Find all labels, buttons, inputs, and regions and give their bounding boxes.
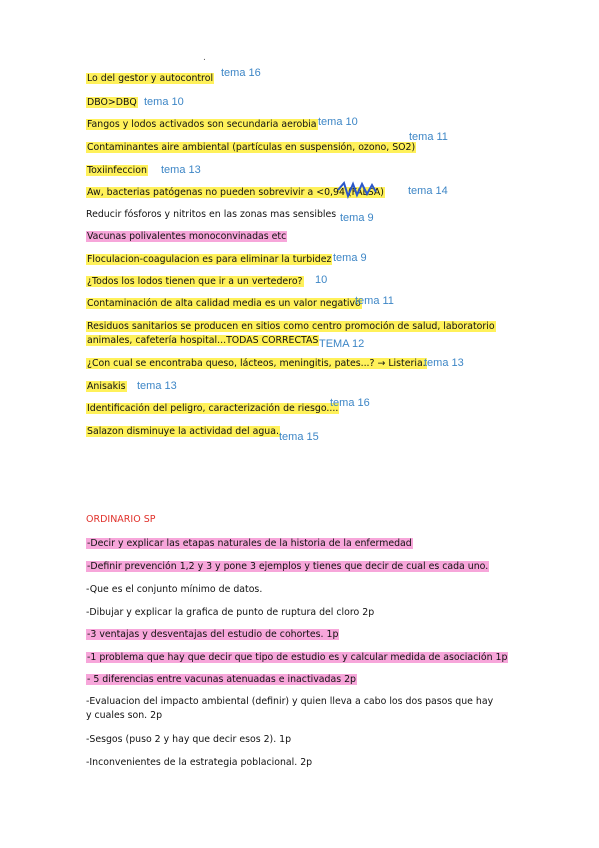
note-line: Reducir fósforos y nitritos en las zonas mas sensibles bbox=[86, 209, 337, 220]
note-line: Contaminación de alta calidad media es un valor negativo bbox=[87, 298, 361, 309]
topic-tag: tema 15 bbox=[279, 431, 319, 443]
note-line: DBO>DBQ bbox=[87, 97, 137, 108]
note-line: Vacunas polivalentes monoconvinadas etc bbox=[87, 231, 287, 242]
question-item: -Dibujar y explicar la grafica de punto de ruptura del cloro 2p bbox=[86, 607, 375, 618]
question-item: - 5 diferencias entre vacunas atenuadas e inactivadas 2p bbox=[87, 674, 356, 685]
question-item: -1 problema que hay que decir que tipo de estudio es y calcular medida de asociación 1p bbox=[87, 652, 508, 663]
question-item: -Sesgos (puso 2 y hay que decir esos 2). 1p bbox=[86, 734, 292, 745]
question-item: -Definir prevención 1,2 y 3 y pone 3 ejemplos y tienes que decir de cual es cada uno. bbox=[87, 561, 489, 572]
note-line: ¿Todos los lodos tienen que ir a un vertedero? bbox=[87, 276, 303, 287]
note-line: Floculacion-coagulacion es para eliminar la turbidez bbox=[87, 254, 332, 265]
note-line: ¿Con cual se encontraba queso, lácteos, meningitis, pates...? → Listeria. bbox=[87, 358, 426, 369]
topic-tag: tema 11 bbox=[355, 295, 394, 307]
topic-tag: tema 13 bbox=[161, 164, 201, 176]
scribble-mark bbox=[336, 180, 380, 200]
topic-tag: tema 13 bbox=[424, 357, 464, 369]
question-item: -Inconvenientes de la estrategia poblacional. 2p bbox=[86, 757, 313, 768]
question-item: -Evaluacion del impacto ambiental (definir) y quien lleva a cabo los dos pasos que hay y cuales son. 2p bbox=[86, 696, 494, 721]
note-line: Aw, bacterias patógenas no pueden sobrevivir a <0,94 (FALSA) bbox=[87, 187, 384, 198]
question-item: -Que es el conjunto mínimo de datos. bbox=[86, 584, 263, 595]
question-item: -Decir y explicar las etapas naturales de la historia de la enfermedad bbox=[87, 538, 412, 549]
topic-tag: tema 13 bbox=[137, 380, 177, 392]
topic-tag: tema 16 bbox=[221, 67, 261, 79]
topic-tag: tema 16 bbox=[330, 397, 370, 409]
note-line: Contaminantes aire ambiental (partículas en suspensión, ozono, SO2) bbox=[87, 142, 416, 153]
topic-tag: tema 10 bbox=[318, 116, 358, 128]
topic-tag: 10 bbox=[315, 274, 328, 286]
topic-tag: tema 11 bbox=[409, 131, 448, 143]
topic-tag: tema 14 bbox=[408, 185, 448, 197]
topic-tag: tema 9 bbox=[333, 252, 367, 264]
note-line: Toxiinfeccion bbox=[87, 165, 147, 176]
note-line-continued: animales, cafetería hospital...TODAS CORRECTAS bbox=[87, 335, 319, 346]
note-line: Anisakis bbox=[87, 381, 126, 392]
note-line: Identificación del peligro, caracterización de riesgo.... bbox=[87, 403, 339, 414]
note-line: Lo del gestor y autocontrol bbox=[87, 73, 214, 84]
topic-tag: TEMA 12 bbox=[319, 338, 365, 350]
note-line: Residuos sanitarios se producen en sitios como centro promoción de salud, laboratorio bbox=[87, 321, 495, 332]
note-line: Salazon disminuye la actividad del agua. bbox=[87, 426, 279, 437]
section-title: ORDINARIO SP bbox=[86, 514, 156, 525]
topic-tag: tema 10 bbox=[144, 96, 184, 108]
header-mark: . bbox=[203, 53, 206, 63]
question-item: -3 ventajas y desventajas del estudio de cohortes. 1p bbox=[87, 629, 339, 640]
note-line: Fangos y lodos activados son secundaria aerobia bbox=[87, 119, 317, 130]
topic-tag: tema 9 bbox=[340, 212, 374, 224]
